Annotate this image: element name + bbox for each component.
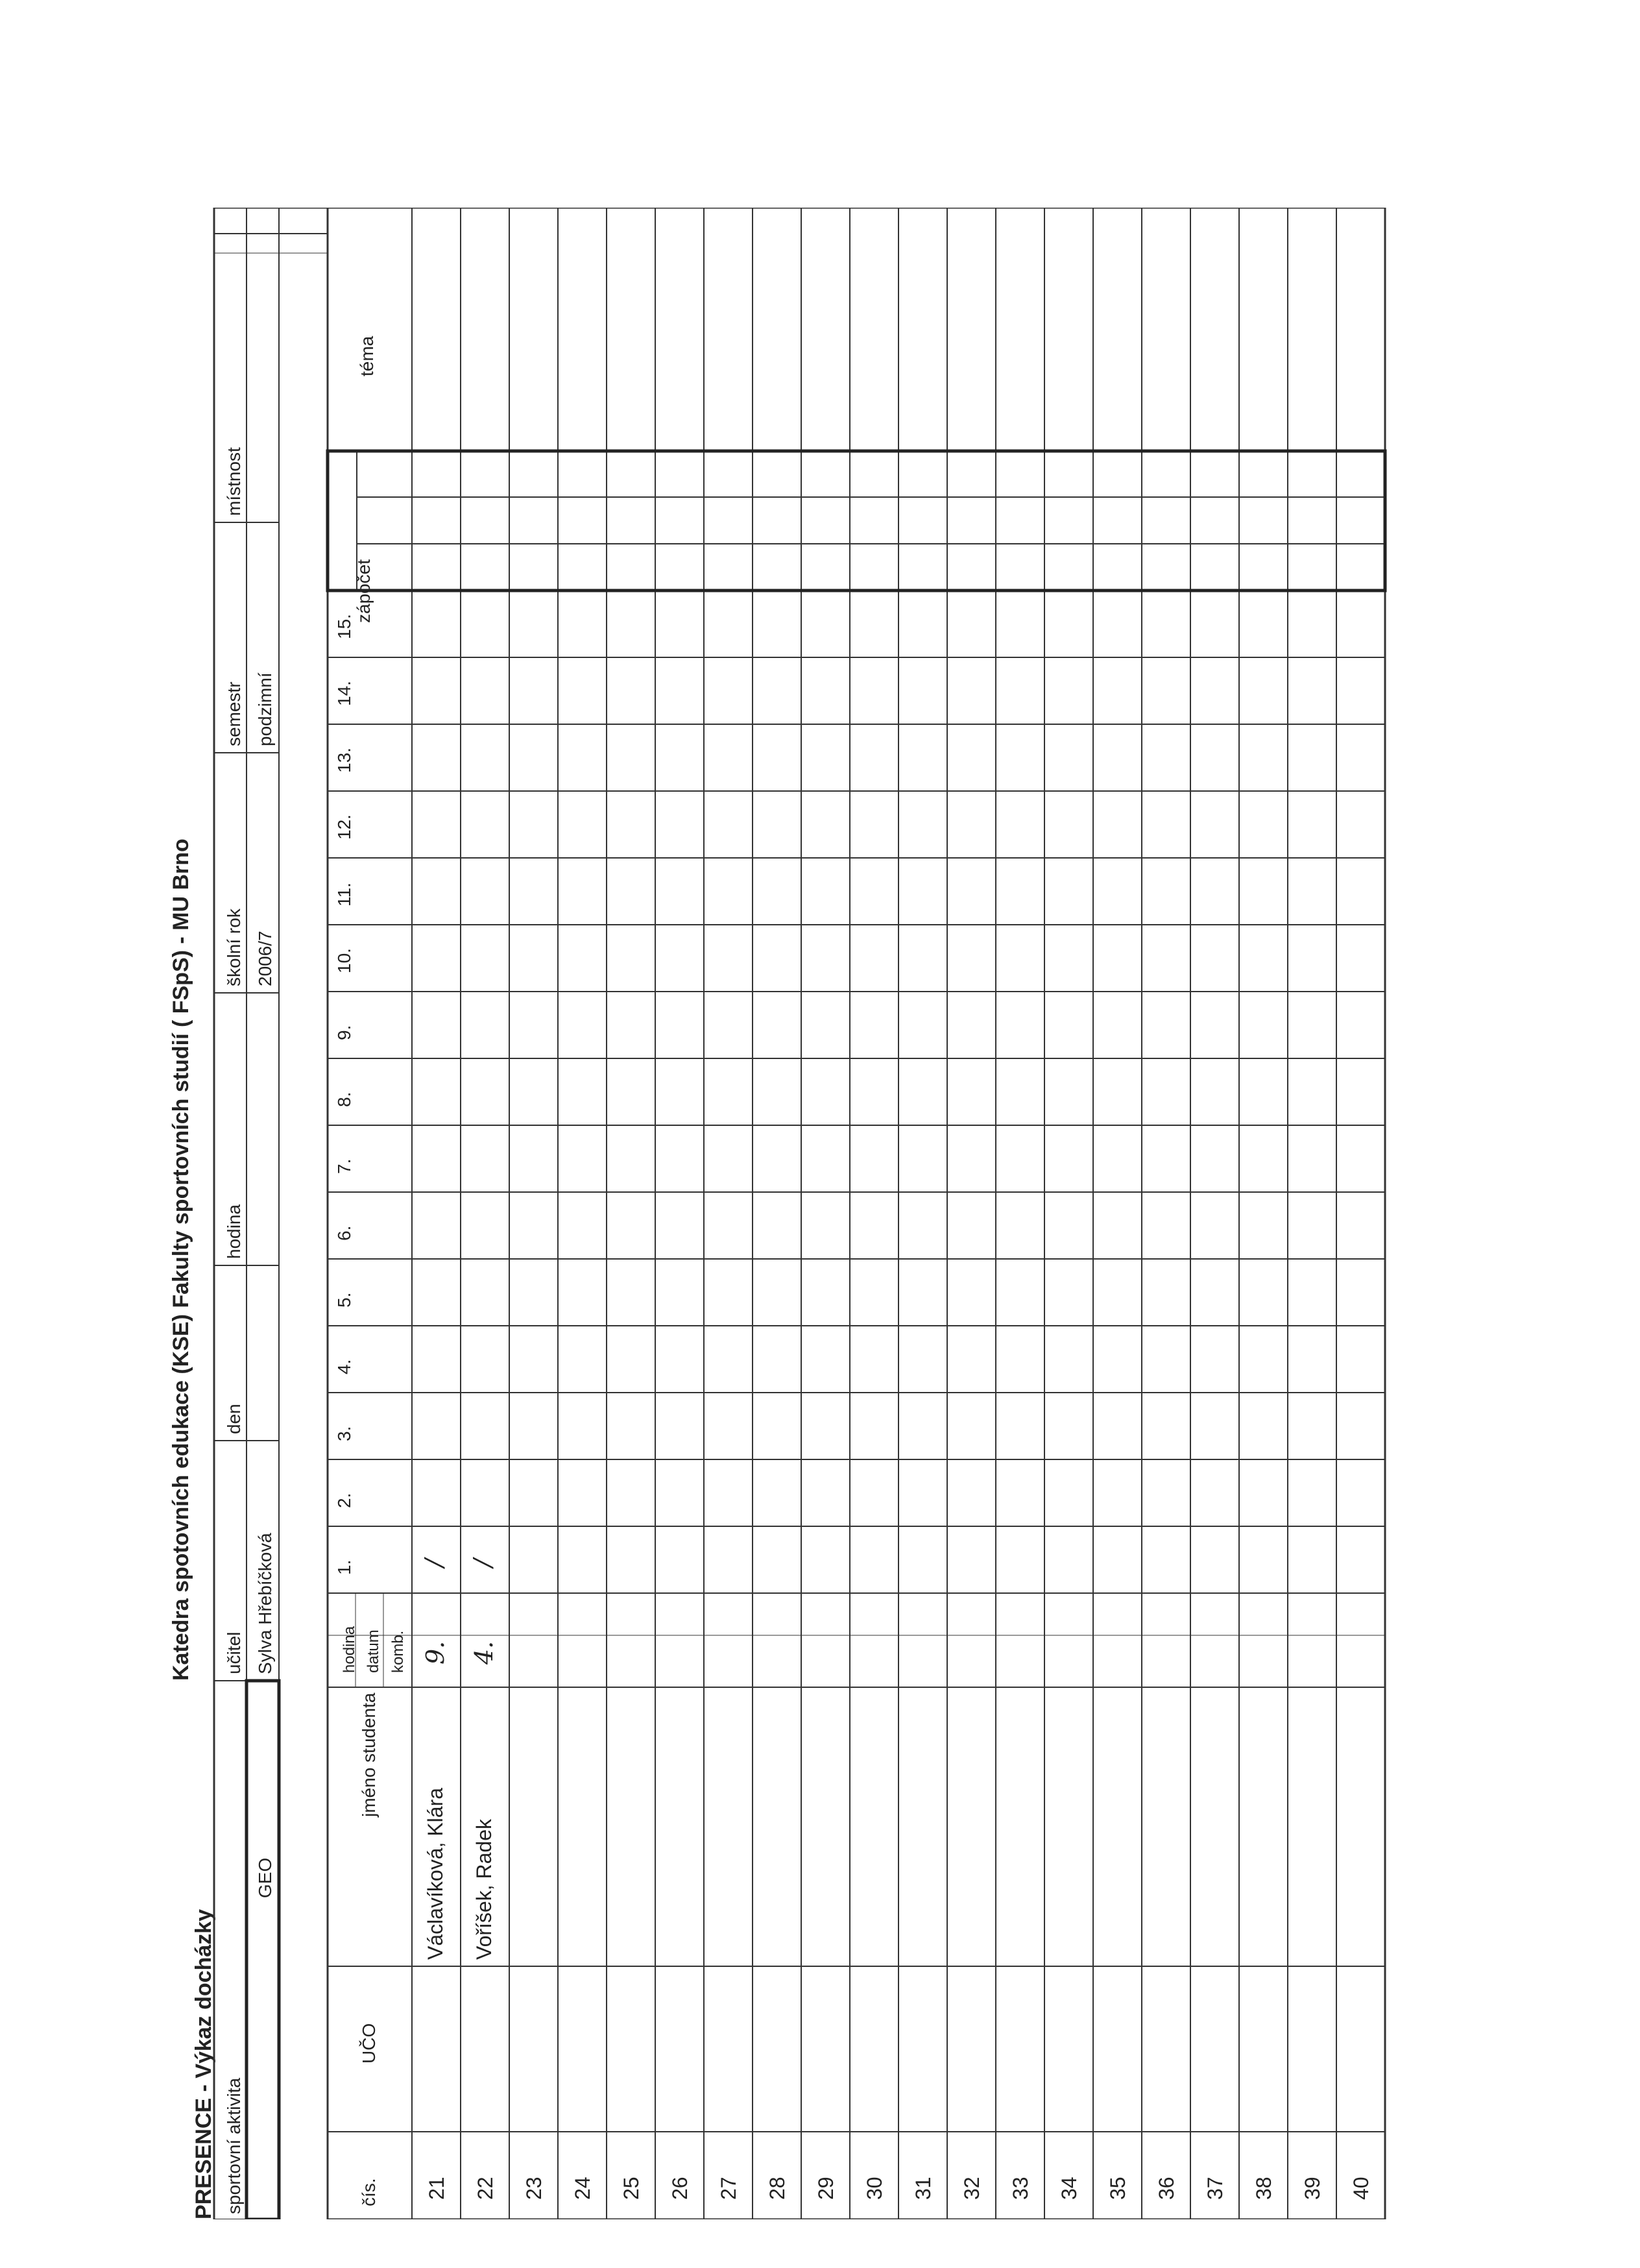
row-number: 21 bbox=[425, 2177, 448, 2200]
row-number: 29 bbox=[814, 2177, 838, 2200]
row-number: 27 bbox=[717, 2177, 740, 2200]
lesson-header: 5. bbox=[334, 1292, 354, 1308]
row-number: 23 bbox=[522, 2177, 546, 2200]
lesson-header: 7. bbox=[334, 1158, 354, 1174]
lesson-header: 10. bbox=[334, 948, 354, 973]
lesson-header: 14. bbox=[334, 681, 354, 706]
meta-label-date: datum bbox=[365, 1629, 382, 1673]
lesson-header: 9. bbox=[334, 1025, 354, 1040]
lesson-header: 6. bbox=[334, 1225, 354, 1241]
lesson-header: 13. bbox=[334, 748, 354, 773]
row-number: 35 bbox=[1106, 2177, 1129, 2200]
label-hour: hodina bbox=[224, 1204, 244, 1259]
meta-label-combined: komb. bbox=[389, 1630, 407, 1673]
lesson-header: 3. bbox=[334, 1426, 354, 1441]
row-combined-hour: 4. bbox=[470, 1640, 498, 1664]
value-semester: podzimní bbox=[255, 672, 275, 746]
row-number: 37 bbox=[1203, 2177, 1227, 2200]
label-teacher: učitel bbox=[224, 1631, 244, 1674]
row-number: 26 bbox=[668, 2177, 692, 2200]
row-number: 24 bbox=[571, 2177, 594, 2200]
lesson-header: 4. bbox=[334, 1359, 354, 1374]
col-header-uco: UČO bbox=[359, 2023, 379, 2064]
row-number: 33 bbox=[1009, 2177, 1032, 2200]
row-lesson-1-mark: / bbox=[420, 1559, 448, 1567]
lesson-header: 11. bbox=[334, 883, 354, 907]
meta-label-hour: hodina bbox=[341, 1626, 358, 1673]
department-title: Katedra spotovních edukace (KSE) Fakulty sportovních studií ( FSpS) - MU Brno bbox=[169, 838, 193, 1681]
lesson-header: 2. bbox=[334, 1493, 354, 1508]
value-activity: GEO bbox=[255, 1857, 275, 1898]
row-number: 32 bbox=[960, 2177, 983, 2200]
col-header-topic: téma bbox=[357, 335, 377, 376]
row-student-name: Voříšek, Radek bbox=[472, 1819, 496, 1960]
row-combined-hour: 9. bbox=[421, 1640, 450, 1664]
row-number: 22 bbox=[474, 2177, 497, 2200]
col-header-student-name: jméno studenta bbox=[359, 1692, 379, 1817]
row-number: 34 bbox=[1057, 2177, 1081, 2200]
table-grid bbox=[195, 208, 1414, 2219]
value-teacher: Sylva Hřebíčková bbox=[255, 1533, 275, 1674]
lesson-header: 15. bbox=[334, 614, 354, 639]
attendance-sheet bbox=[169, 208, 1414, 2219]
value-school-year: 2006/7 bbox=[255, 931, 275, 986]
lesson-header: 1. bbox=[334, 1559, 354, 1575]
row-lesson-1-mark: / bbox=[468, 1559, 497, 1567]
credit-box bbox=[328, 451, 1385, 591]
label-room: místnost bbox=[224, 447, 244, 516]
label-day: den bbox=[224, 1404, 244, 1434]
row-number: 36 bbox=[1155, 2177, 1178, 2200]
label-school-year: školní rok bbox=[224, 908, 244, 986]
row-number: 28 bbox=[766, 2177, 789, 2200]
row-number: 39 bbox=[1301, 2177, 1324, 2200]
activity-box bbox=[247, 1681, 279, 2219]
label-activity: sportovní aktivita bbox=[224, 2077, 244, 2214]
lesson-header: 12. bbox=[334, 814, 354, 840]
col-header-credit: zápočet bbox=[354, 559, 374, 623]
row-number: 38 bbox=[1252, 2177, 1275, 2200]
row-number: 25 bbox=[620, 2177, 643, 2200]
row-student-name: Václavíková, Klára bbox=[424, 1787, 447, 1960]
row-number: 31 bbox=[911, 2177, 935, 2200]
lesson-header: 8. bbox=[334, 1091, 354, 1107]
row-number: 40 bbox=[1349, 2177, 1373, 2200]
col-header-number: čís. bbox=[359, 2178, 379, 2206]
sheet-title: PRESENCE - Výkaz docházky bbox=[191, 1908, 216, 2219]
label-semester: semestr bbox=[224, 681, 244, 746]
row-number: 30 bbox=[863, 2177, 886, 2200]
